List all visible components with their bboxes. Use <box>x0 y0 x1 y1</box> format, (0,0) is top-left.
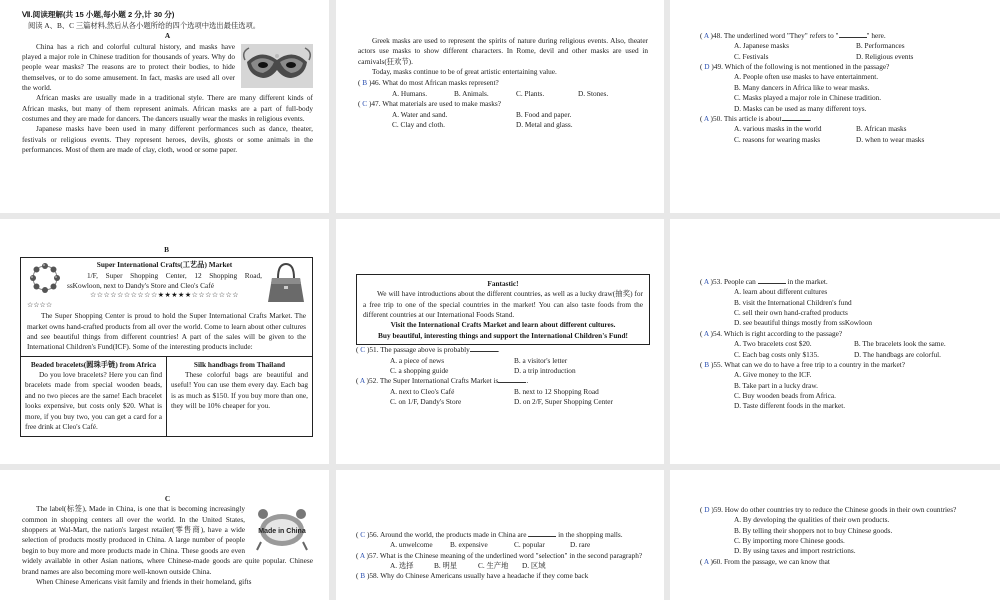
question-48: ( A )48. The underlined word "They" refers to " " here. <box>700 31 886 40</box>
page-panel-5 <box>336 219 664 464</box>
handbag-image <box>266 260 306 304</box>
option-57-a[interactable]: A. 选择 <box>390 561 414 571</box>
answer-54[interactable]: A <box>703 328 709 338</box>
passage-b-label: B <box>164 245 169 254</box>
page-panel-1 <box>0 0 329 213</box>
question-48-stem-pre: 48. The underlined word "They" refers to " <box>713 31 839 40</box>
option-57-b[interactable]: B. 明星 <box>434 561 458 571</box>
fantastic-emphasis-1: Visit the International Crafts Market and learn about different cultures. <box>390 320 616 330</box>
question-50-options-row-2 <box>700 135 986 145</box>
blank-52 <box>498 376 529 386</box>
question-47: ( C )47. What materials are used to make masks? <box>358 99 501 109</box>
option-55-a[interactable]: A. Give money to the ICF. <box>734 370 812 380</box>
question-56-stem-post: in the shopping malls. <box>558 530 623 539</box>
option-50-c[interactable]: C. reasons for wearing masks <box>734 134 821 144</box>
question-54-stem: 54. Which is right according to the passage? <box>713 328 843 338</box>
page-panel-9 <box>670 470 1000 600</box>
passage-a-paragraph-4: Greek masks are used to represent the spirits of nature during religious events. Also, theater actors use masks to show different characters. In Rome, devil and other masks are used in carnivals(狂欢节). <box>358 36 648 66</box>
question-51-stem-pre: 51. The passage above is probably <box>369 345 470 355</box>
option-48-d[interactable]: D. Religious events <box>856 51 914 61</box>
option-55-b[interactable]: B. Take part in a lucky draw. <box>734 380 818 390</box>
question-60-stem: 60. From the passage, we can know that <box>713 556 830 566</box>
question-47-options-row-1 <box>358 110 648 120</box>
question-51-options-row-2 <box>356 366 650 376</box>
question-54-options-row-2 <box>700 350 986 360</box>
fantastic-emphasis-2: Buy beautiful, interesting things and support the International Children's Fund! <box>378 330 628 340</box>
page-panel-4 <box>0 219 329 464</box>
question-53-stem-pre: 53. People can <box>713 277 756 286</box>
question-47-options-row-2 <box>358 120 648 130</box>
option-47-d[interactable]: D. Metal and glass. <box>516 119 573 129</box>
option-50-b[interactable]: B. African masks <box>856 124 907 134</box>
question-46: ( B )46. What do most African masks represent? <box>358 78 499 88</box>
question-55: ( B )55. What can we do to have a free trip to a country in the market? <box>700 359 905 369</box>
option-51-d[interactable]: D. a trip introduction <box>514 365 576 375</box>
option-54-a[interactable]: A. Two bracelets cost $20. <box>734 339 812 349</box>
question-60: ( A )60. From the passage, we can know that <box>700 556 830 566</box>
answer-57[interactable]: A <box>359 550 365 560</box>
question-46-stem: 46. What do most African masks represent? <box>371 78 499 88</box>
stars-short: ☆☆☆☆ <box>27 301 53 310</box>
option-59-b[interactable]: B. By telling their shoppers not to buy Chinese goods. <box>734 525 893 535</box>
question-48-options-row-2 <box>700 52 986 62</box>
option-49-c[interactable]: C. Masks played a major role in Chinese tradition. <box>734 93 882 103</box>
passage-c-label: C <box>164 494 171 503</box>
option-47-b[interactable]: B. Food and paper. <box>516 109 572 119</box>
question-50-options-row-1 <box>700 124 986 134</box>
question-52-stem-post: . <box>526 376 529 386</box>
page-panel-3 <box>670 0 1000 213</box>
question-51-options-row-1 <box>356 356 650 366</box>
option-57-d[interactable]: D. 区域 <box>522 561 546 571</box>
option-55-c[interactable]: C. Buy wooden beads from Africa. <box>734 390 836 400</box>
passage-a-paragraph-3: Japanese masks have been used in many different performances such as dance, theater, festivals or religious events. They represent heroes, devils, ghosts or some animals in the performances. Most of them are made of clay, cloth, wood or some paper. <box>22 124 313 155</box>
passage-c-paragraph-1: The label(标签), Made in China, is one that is becoming increasingly common in shopping centers all over the world. In the United States, shoppers at Wal-Mart, the nation's largest retailer(零售商), have a wide selection of products mostly produced in China. A large number of people begin to buy more and more products made in China. These goods are even widely available in other Asian nations, where Chinese-made goods are quite popular. Chinese brand names are also becoming more well-known outside China. <box>22 504 313 576</box>
question-54: ( A )54. Which is right according to the passage? <box>700 328 843 338</box>
answer-48[interactable]: A <box>703 31 709 40</box>
option-51-b[interactable]: B. a visitor's letter <box>514 355 568 365</box>
page-panel-8 <box>336 470 664 600</box>
answer-50[interactable]: A <box>703 113 709 123</box>
bracelets-text: Do you love bracelets? Here you can find bracelets made from special wooden beads, and no two pieces are the same! Each bracelet looks expensive, but costs only $20. What is more, if you buy two, you can get a card for a free drink at Cleo's Café. <box>25 370 162 431</box>
option-52-a[interactable]: A. next to Cleo's Café <box>390 386 455 396</box>
option-46-a[interactable]: A. Humans. <box>392 88 428 98</box>
option-53-d[interactable]: D. see beautiful things mostly from ssKowloon <box>734 318 873 328</box>
blank-48 <box>839 31 867 38</box>
answer-46[interactable]: B <box>362 78 368 88</box>
question-53-stem-post: in the market. <box>787 277 828 286</box>
question-49: ( D )49. Which of the following is not mentioned in the passage? <box>700 62 890 72</box>
page-panel-6 <box>670 219 1000 464</box>
crafts-market-ad <box>20 257 313 437</box>
question-50-stem-post: . <box>809 113 812 123</box>
question-52: ( A )52. The Super International Crafts Market is . <box>356 376 529 386</box>
ad-address: 1/F, Super Shopping Center, 12 Shopping Road, ssKowloon, next to Dandy's Store and Cleo's Café <box>67 270 262 291</box>
option-52-c[interactable]: C. on 1/F, Dandy's Store <box>390 396 462 406</box>
made-in-china-image <box>251 504 313 552</box>
question-48-options-row-1 <box>700 41 986 51</box>
option-51-c[interactable]: C. a shopping guide <box>390 365 449 375</box>
question-47-stem: 47. What materials are used to make masks? <box>371 99 501 109</box>
question-59-stem: 59. How do other countries try to reduce the Chinese goods in their own countries? <box>713 505 957 514</box>
answer-58[interactable]: B <box>360 571 366 581</box>
passage-c-paragraph-2: When Chinese Americans visit family and friends in their homeland, gifts <box>36 576 252 586</box>
option-50-d[interactable]: D. when to wear masks <box>856 134 925 144</box>
question-57: ( A )57. What is the Chinese meaning of the underlined word "selection" in the second paragraph? <box>356 550 643 560</box>
bracelets-column <box>21 357 166 437</box>
option-46-c[interactable]: C. Plants. <box>516 88 545 98</box>
page-panel-7 <box>0 470 329 600</box>
option-59-c[interactable]: C. By importing more Chinese goods. <box>734 536 845 546</box>
option-48-a[interactable]: A. Japanese masks <box>734 41 789 51</box>
question-56: ( C )56. Around the world, the products made in China are in the shopping malls. <box>356 530 623 539</box>
question-55-stem: 55. What can we do to have a free trip to a country in the market? <box>713 359 905 369</box>
option-53-a[interactable]: A. learn about different cultures <box>734 287 828 297</box>
option-48-b[interactable]: B. Performances <box>856 41 905 51</box>
blank-50 <box>782 114 810 121</box>
beaded-bracelet-image <box>27 260 63 296</box>
answer-52[interactable]: A <box>359 376 365 386</box>
question-56-options <box>356 540 650 550</box>
question-52-options-row-1 <box>356 387 650 397</box>
section-title: Ⅶ.阅读理解(共 15 小题,每小题 2 分,计 30 分) <box>22 10 175 19</box>
fantastic-text: We will have introductions about the different countries, as well as a lucky draw(抽奖) for a free trip to one of the special countries in the market! You can also taste foods from the different countries at our International Foods Stand. <box>363 289 643 320</box>
question-59: ( D )59. How do other countries try to reduce the Chinese goods in their own countries? <box>700 505 957 514</box>
page-panel-2 <box>336 0 664 213</box>
passage-a-paragraph-5: Today, masks continue to be of great artistic entertaining value. <box>372 67 557 77</box>
fantastic-box <box>356 274 650 345</box>
option-52-b[interactable]: B. next to 12 Shopping Road <box>514 386 599 396</box>
section-instruction: 阅读 A、B、C 三篇材料,然后从各小题所给的四个选项中选出最佳选项。 <box>28 20 261 30</box>
question-49-stem: 49. Which of the following is not mentioned in the passage? <box>713 62 890 72</box>
answer-51[interactable]: C <box>360 345 366 355</box>
blank-56 <box>528 530 556 537</box>
passage-a-label: A <box>164 31 171 41</box>
answer-60[interactable]: A <box>703 556 709 566</box>
made-in-china-logo-text: Made in China <box>258 528 306 536</box>
question-52-stem-pre: 52. The Super International Crafts Market is <box>369 376 499 386</box>
option-57-c[interactable]: C. 生产地 <box>478 561 509 571</box>
question-50-stem-pre: 50. This article is about <box>713 113 782 123</box>
question-51-stem-post: . <box>497 345 500 355</box>
question-56-stem-pre: 56. Around the world, the products made in China are <box>369 530 527 539</box>
passage-a-paragraph-1: China has a rich and colorful cultural history, and masks have played a major role in Chinese tradition for thousands of years. Why do people wear masks? The reasons are to protect their bodies, to hide themselves, or to do some amusement. In fact, masks are used all over the world. <box>22 41 235 92</box>
option-55-d[interactable]: D. Taste different foods in the market. <box>734 401 846 411</box>
option-56-b[interactable]: B. expensive <box>450 540 488 550</box>
option-56-c[interactable]: C. popular <box>514 540 545 550</box>
handbags-title: Silk handbags from Thailand <box>193 359 286 369</box>
answer-47[interactable]: C <box>362 99 368 109</box>
blank-51 <box>470 345 500 355</box>
option-54-c[interactable]: C. Each bag costs only $135. <box>734 349 819 359</box>
option-52-d[interactable]: D. on 2/F, Super Shopping Center <box>514 396 613 406</box>
question-48-stem-post: " here. <box>866 31 886 40</box>
option-59-a[interactable]: A. By developing the qualities of their own products. <box>734 515 890 525</box>
option-54-d[interactable]: D. The handbags are colorful. <box>854 349 941 359</box>
mask-image <box>241 44 313 88</box>
option-56-d[interactable]: D. rare <box>570 540 591 550</box>
option-53-c[interactable]: C. sell their own hand-crafted products <box>734 308 848 318</box>
bracelets-title: Beaded bracelets(圆珠手链) from Africa <box>30 359 157 369</box>
option-47-c[interactable]: C. Clay and cloth. <box>392 119 445 129</box>
option-47-a[interactable]: A. Water and sand. <box>392 109 448 119</box>
option-46-d[interactable]: D. Stones. <box>578 88 609 98</box>
option-46-b[interactable]: B. Animals. <box>454 88 489 98</box>
option-51-a[interactable]: A. a piece of news <box>390 355 445 365</box>
answer-59[interactable]: D <box>704 505 710 514</box>
option-56-a[interactable]: A. unwelcome <box>390 540 433 550</box>
question-57-options <box>356 561 650 571</box>
question-57-stem: 57. What is the Chinese meaning of the underlined word "selection" in the second paragraph? <box>369 550 643 560</box>
option-59-d[interactable]: D. By using taxes and import restrictions. <box>734 546 856 556</box>
option-48-c[interactable]: C. Festivals <box>734 51 769 61</box>
question-50: ( A )50. This article is about . <box>700 113 812 123</box>
option-49-a[interactable]: A. People often use masks to have entertainment. <box>734 72 879 82</box>
answer-56[interactable]: C <box>360 530 366 539</box>
ad-title: Super International Crafts(工艺品) Market <box>96 260 233 270</box>
answer-53[interactable]: A <box>703 277 709 286</box>
handbags-text: These colorful bags are beautiful and useful! You can use them every day. Each bag is as much as $150. If you buy more than one, they will be 10% cheaper for you. <box>171 370 308 411</box>
option-53-b[interactable]: B. visit the International Children's fund <box>734 297 852 307</box>
option-50-a[interactable]: A. various masks in the world <box>734 124 822 134</box>
question-58: ( B )58. Why do Chinese Americans usually have a headache if they come back <box>356 571 589 581</box>
option-49-d[interactable]: D. Masks can be used as many different toys. <box>734 103 867 113</box>
option-49-b[interactable]: B. Many dancers in Africa like to wear masks. <box>734 82 870 92</box>
question-52-options-row-2 <box>356 397 650 407</box>
option-54-b[interactable]: B. The bracelets look the same. <box>854 339 946 349</box>
answer-55[interactable]: B <box>704 359 710 369</box>
ad-columns <box>21 357 312 437</box>
question-58-stem: 58. Why do Chinese Americans usually have a headache if they come back <box>369 571 589 581</box>
stars-row: ☆☆☆☆☆☆☆☆☆☆★★★★★☆☆☆☆☆☆☆ <box>89 291 240 300</box>
ad-intro: The Super Shopping Center is proud to hold the Super International Crafts Market. The market owns hand-crafted products from all over the world. Come to learn about other cultures and see beautiful things from different countries! A part of the sales will be given to the International Children's Fund(ICF). Some of the interesting products include: <box>27 311 306 352</box>
question-53: ( A )53. People can in the market. <box>700 277 828 286</box>
handbags-column <box>166 357 312 437</box>
ad-header <box>21 258 312 356</box>
question-54-options-row-1 <box>700 339 986 349</box>
question-46-options <box>358 89 648 99</box>
answer-49[interactable]: D <box>704 62 710 72</box>
blank-53 <box>758 277 786 284</box>
fantastic-title: Fantastic! <box>487 279 519 288</box>
question-51: ( C )51. The passage above is probably . <box>356 345 500 355</box>
passage-a-paragraph-2: African masks are usually made in a traditional style. There are many different kinds of African masks, but many of them represent animals. African masks are a part of full-body costumes and they are made for dancers. The dancers usually wear the masks in religious events. <box>22 93 313 124</box>
